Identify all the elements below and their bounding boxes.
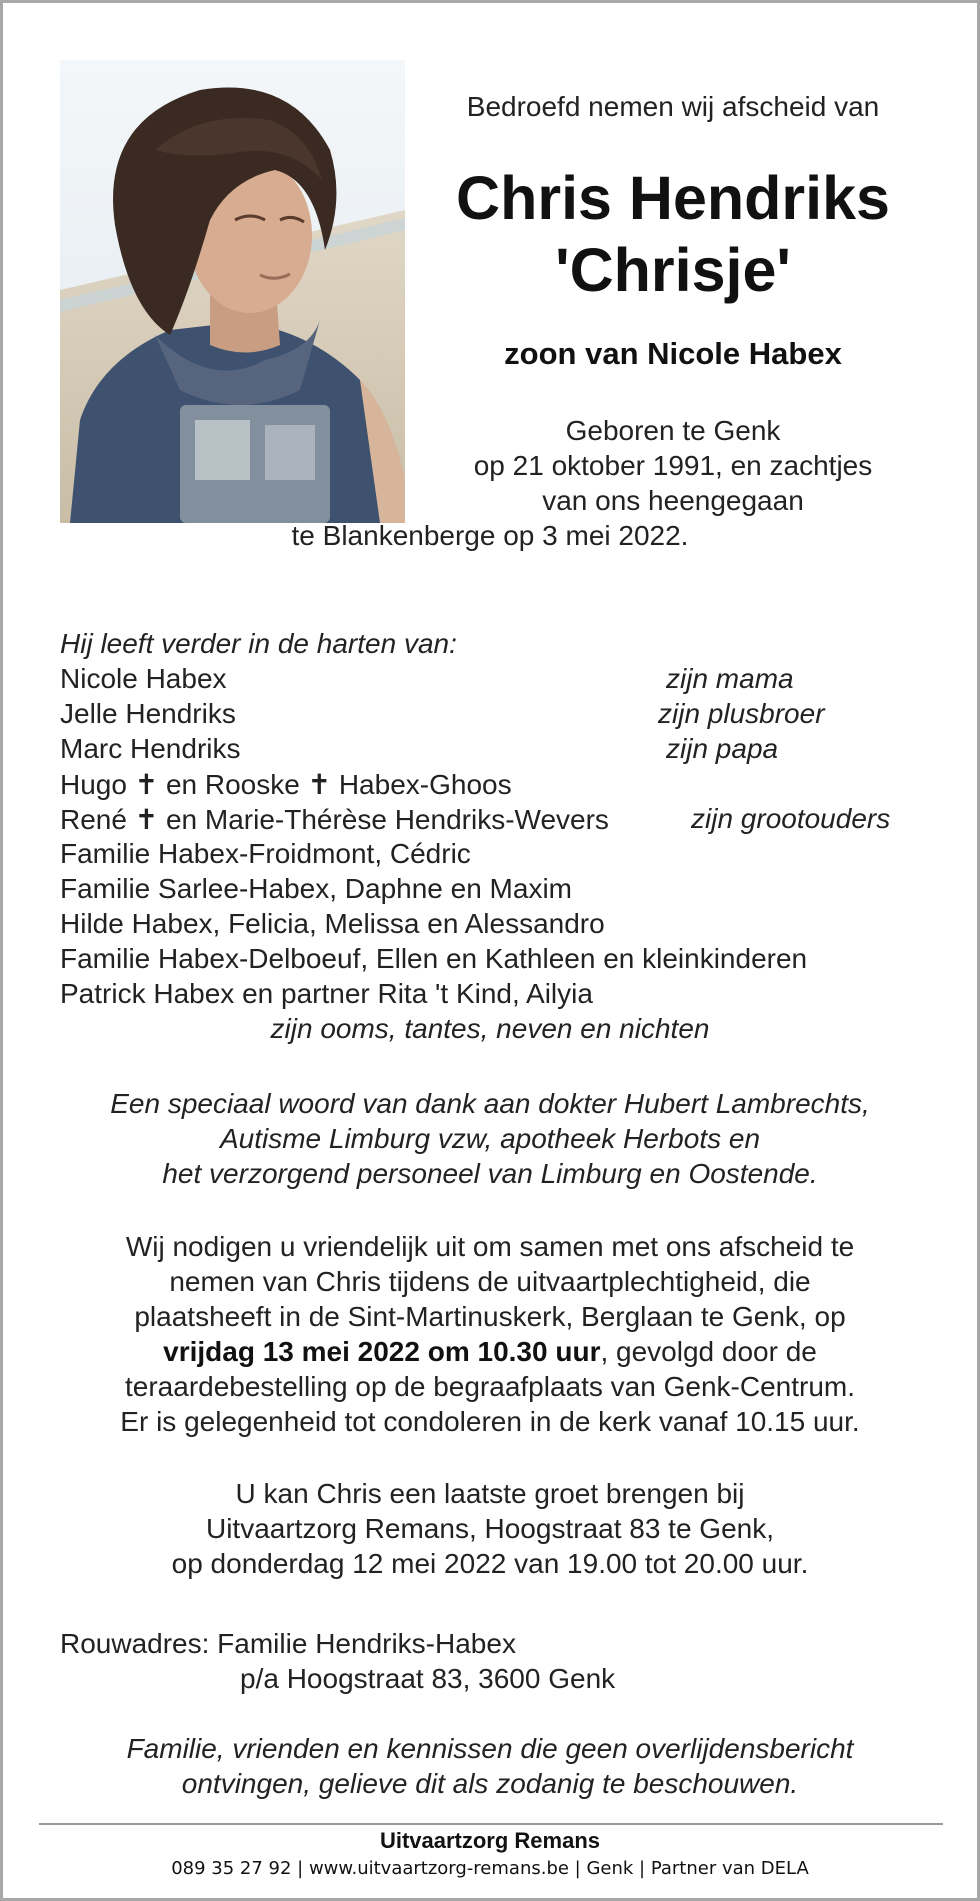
portrait-photo	[60, 60, 405, 523]
ceremony-line-3: plaatsheeft in de Sint-Martinuskerk, Berglaan te Genk, op	[134, 1301, 846, 1332]
family-heading: Hij leeft verder in de harten van:	[60, 628, 457, 659]
birth-line-3: van ons heengegaan	[542, 485, 804, 516]
thanks-line-3: het verzorgend personeel van Limburg en Oostende.	[162, 1158, 818, 1189]
family-name: Familie Habex-Delboeuf, Ellen en Kathleen en kleinkinderen	[60, 943, 808, 974]
deceased-nickname: 'Chrisje'	[555, 236, 791, 304]
family-role: zijn plusbroer	[658, 698, 825, 729]
ceremony-line-2: nemen van Chris tijdens de uitvaartplechtigheid, die	[169, 1266, 811, 1297]
address-line-2: p/a Hoogstraat 83, 3600 Genk	[240, 1663, 616, 1694]
footer-contact: 089 35 27 92 | www.uitvaartzorg-remans.be | Genk | Partner van DELA	[171, 1858, 809, 1879]
intro-text: Bedroefd nemen wij afscheid van	[466, 91, 880, 122]
family-name: Marc Hendriks	[60, 733, 241, 764]
birth-line-4: te Blankenberge op 3 mei 2022.	[291, 520, 689, 551]
ceremony-line-6: Er is gelegenheid tot condoleren in de kerk vanaf 10.15 uur.	[120, 1406, 860, 1437]
footer-company: Uitvaartzorg Remans	[379, 1828, 601, 1853]
thanks-line-1: Een speciaal woord van dank aan dokter Hubert Lambrechts,	[110, 1088, 870, 1119]
ceremony-line-4-rest: , gevolgd door de	[600, 1336, 817, 1367]
visit-line-2: Uitvaartzorg Remans, Hoogstraat 83 te Genk,	[205, 1513, 775, 1544]
birth-line-1: Geboren te Genk	[565, 415, 781, 446]
son-of-text: zoon van Nicole Habex	[504, 336, 842, 371]
family-name: Jelle Hendriks	[60, 698, 236, 729]
address-line-1: Rouwadres: Familie Hendriks-Habex	[60, 1628, 516, 1659]
family-name: Familie Habex-Froidmont, Cédric	[60, 838, 471, 869]
ceremony-line-4	[3, 1336, 977, 1368]
family-role: zijn mama	[666, 663, 794, 694]
deceased-name: Chris Hendriks	[456, 164, 890, 232]
portrait-illustration	[60, 60, 405, 523]
family-name: Hilde Habex, Felicia, Melissa en Alessandro	[60, 908, 605, 939]
thanks-line-2: Autisme Limburg vzw, apotheek Herbots en	[219, 1123, 761, 1154]
footer-divider	[39, 1823, 943, 1825]
family-role: zijn grootouders	[691, 803, 891, 834]
family-name: Familie Sarlee-Habex, Daphne en Maxim	[60, 873, 572, 904]
visit-line-3: op donderdag 12 mei 2022 van 19.00 tot 20.00 uur.	[171, 1548, 809, 1579]
family-name: Hugo ✝ en Rooske ✝ Habex-Ghoos	[60, 769, 512, 800]
notice-line-2: ontvingen, gelieve dit als zodanig te beschouwen.	[181, 1768, 799, 1799]
family-name: Nicole Habex	[60, 663, 227, 694]
family-role: zijn papa	[666, 733, 779, 764]
notice-line-1: Familie, vrienden en kennissen die geen overlijdensbericht	[126, 1733, 854, 1764]
visit-line-1: U kan Chris een laatste groet brengen bij	[235, 1478, 745, 1509]
family-closing: zijn ooms, tantes, neven en nichten	[270, 1013, 710, 1044]
birth-line-2: op 21 oktober 1991, en zachtjes	[473, 450, 873, 481]
ceremony-line-1: Wij nodigen u vriendelijk uit om samen met ons afscheid te	[125, 1231, 855, 1262]
family-name: René ✝ en Marie-Thérèse Hendriks-Wevers	[60, 804, 609, 835]
ceremony-line-5: teraardebestelling op de begraafplaats van Genk-Centrum.	[125, 1371, 855, 1402]
ceremony-datetime: vrijdag 13 mei 2022 om 10.30 uur	[163, 1336, 601, 1367]
family-name: Patrick Habex en partner Rita 't Kind, Ailyia	[60, 978, 593, 1009]
